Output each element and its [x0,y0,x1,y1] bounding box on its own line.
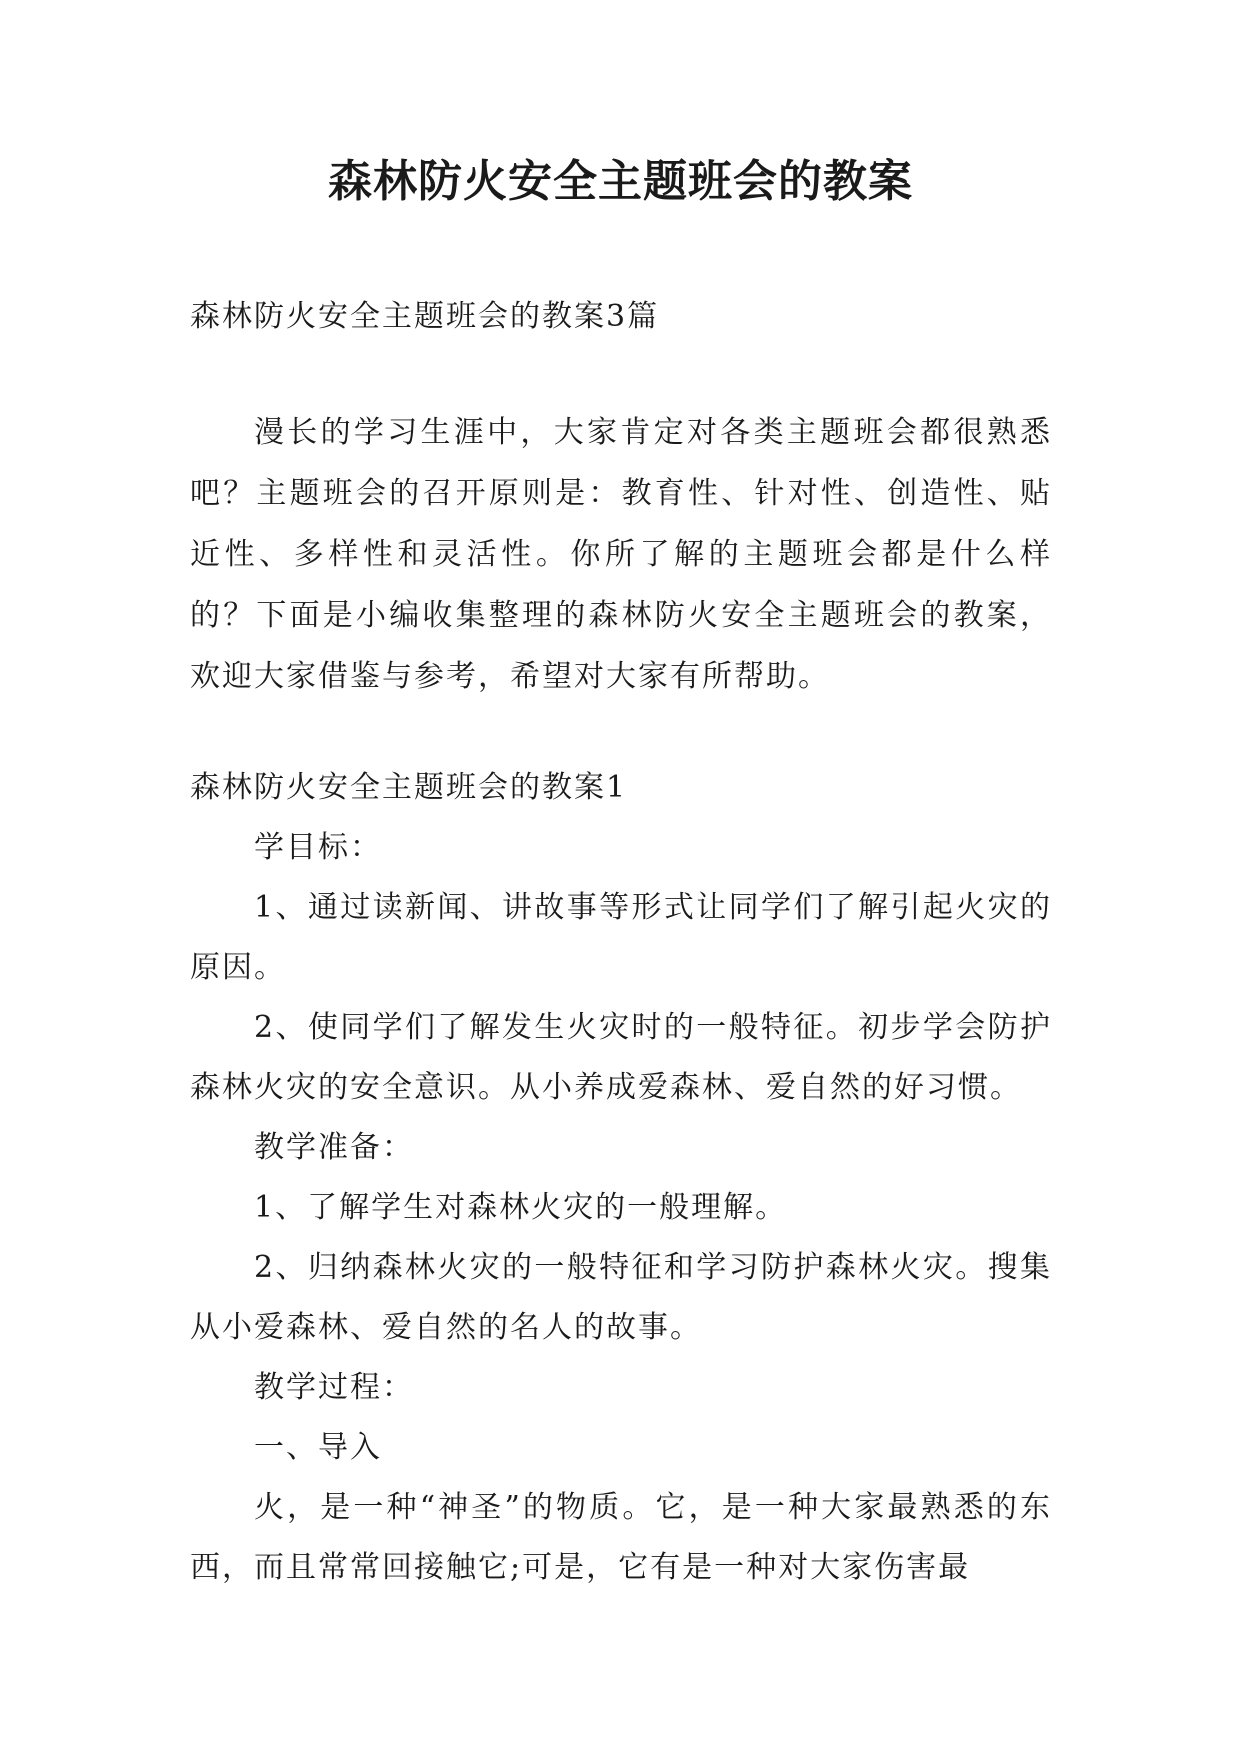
document-title: 森林防火安全主题班会的教案 [328,156,913,207]
intro-paragraph: 漫长的学习生涯中，大家肯定对各类主题班会都很熟悉吧？主题班会的召开原则是：教育性、针对性、创造性、贴近性、多样性和灵活性。你所了解的主题班会都是什么样的？下面是小编收集整理的森林防火安全主题班会的教案，欢迎大家借鉴与参考，希望对大家有所帮助。 [190,415,1052,694]
section-heading: 森林防火安全主题班会的教案1 [190,770,628,805]
paragraph-preparation-label: 教学准备： [254,1130,414,1165]
lesson-plan-section-1 [190,758,1052,1598]
paragraph-teaching-goals-label: 学目标： [254,830,382,865]
paragraph-goal-2: 2、使同学们了解发生火灾时的一般特征。初步学会防护森林火灾的安全意识。从小养成爱森林、爱自然的好习惯。 [190,1010,1052,1105]
document-subtitle: 森林防火安全主题班会的教案3篇 [190,299,660,334]
paragraph-preparation-2: 2、归纳森林火灾的一般特征和学习防护森林火灾。搜集从小爱森林、爱自然的名人的故事。 [190,1250,1052,1345]
paragraph-process-label: 教学过程： [254,1370,414,1405]
paragraph-goal-1: 1、通过读新闻、讲故事等形式让同学们了解引起火灾的原因。 [190,890,1052,985]
paragraph-preparation-1: 1、了解学生对森林火灾的一般理解。 [254,1190,788,1225]
paragraph-introduction-heading: 一、导入 [254,1430,382,1465]
paragraph-fire-description: 火，是一种“神圣”的物质。它，是一种大家最熟悉的东西，而且常常回接触它;可是，它有是一种对大家伤害最 [190,1490,1052,1585]
